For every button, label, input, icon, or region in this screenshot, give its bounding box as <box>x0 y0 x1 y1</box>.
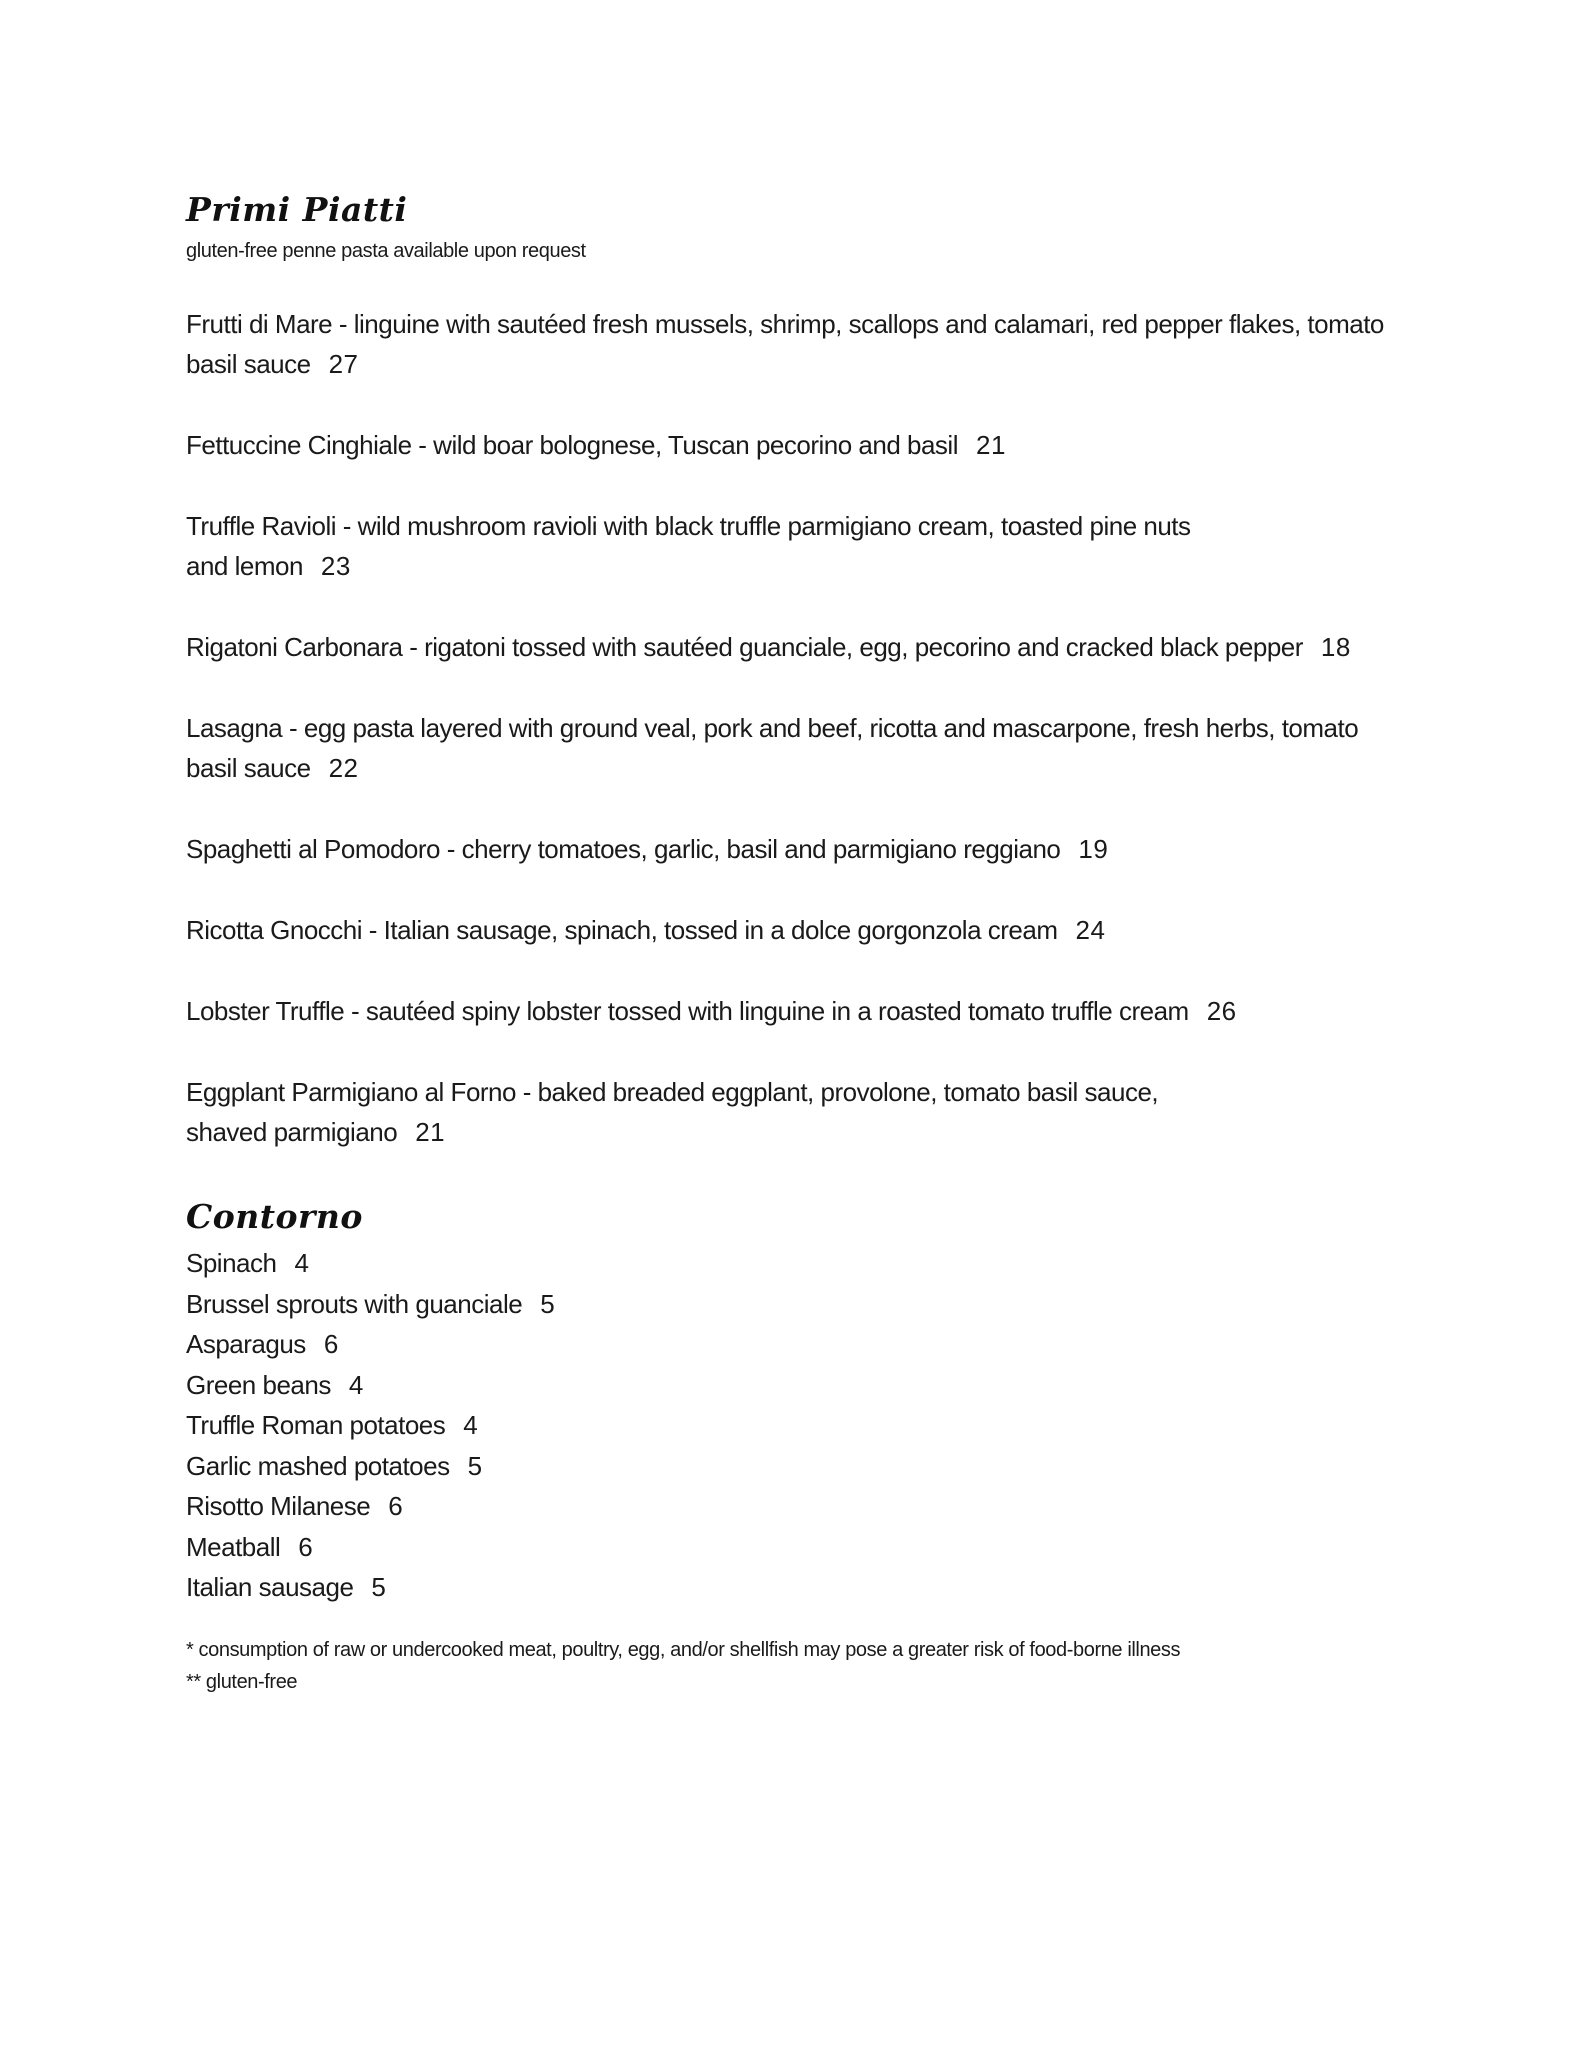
menu-item-price: 24 <box>1075 915 1106 945</box>
side-item-name: Brussel sprouts with guanciale <box>186 1288 523 1319</box>
menu-item-eggplant-parmigiano <box>186 1072 1416 1152</box>
menu-item-description: Lasagna - egg pasta layered with ground veal, pork and beef, ricotta and mascarpone, fresh herbs, tomato <box>186 713 1359 743</box>
side-item-price: 6 <box>388 1491 404 1521</box>
menu-item-description: Spaghetti al Pomodoro - cherry tomatoes, garlic, basil and parmigiano reggiano <box>186 834 1061 864</box>
menu-item-description: Eggplant Parmigiano al Forno - baked breaded eggplant, provolone, tomato basil sauce, <box>186 1077 1159 1107</box>
side-item-name: Asparagus <box>186 1329 306 1359</box>
menu-page <box>186 186 1416 1698</box>
contorno-list <box>186 1243 1416 1608</box>
menu-item-description-cont: basil sauce <box>186 753 311 783</box>
side-item-price: 4 <box>348 1369 364 1400</box>
menu-item-price: 26 <box>1206 996 1237 1026</box>
side-item-name: Meatball <box>186 1531 281 1562</box>
side-item-asparagus <box>186 1324 1416 1365</box>
side-item-truffle-roman-potatoes <box>186 1405 1416 1446</box>
menu-item-price: 23 <box>320 551 351 581</box>
primi-piatti-heading: Primi Piatti <box>186 190 408 229</box>
side-item-garlic-mashed-potatoes <box>186 1446 1416 1487</box>
menu-item-spaghetti-pomodoro <box>186 829 1416 869</box>
gluten-free-note: ** gluten-free <box>186 1670 298 1693</box>
side-item-price: 5 <box>371 1572 387 1602</box>
side-item-brussel-sprouts <box>186 1284 1416 1325</box>
menu-item-lasagna <box>186 708 1416 788</box>
side-item-price: 5 <box>467 1450 483 1481</box>
primi-piatti-subtitle: gluten-free penne pasta available upon request <box>186 240 586 262</box>
menu-item-fettuccine-cinghiale <box>186 425 1416 465</box>
menu-item-price: 18 <box>1320 632 1351 662</box>
side-item-name: Green beans <box>186 1369 331 1400</box>
side-item-name: Italian sausage <box>186 1572 354 1602</box>
side-item-risotto-milanese <box>186 1486 1416 1527</box>
menu-item-price: 21 <box>415 1117 446 1147</box>
footnotes <box>186 1634 1416 1698</box>
menu-item-price: 19 <box>1078 834 1109 864</box>
menu-item-description-cont: shaved parmigiano <box>186 1117 398 1147</box>
menu-item-price: 27 <box>328 349 359 379</box>
primi-piatti-list <box>186 304 1416 1152</box>
side-item-name: Truffle Roman potatoes <box>186 1410 446 1440</box>
menu-item-description: Lobster Truffle - sautéed spiny lobster tossed with linguine in a roasted tomato truffle cream <box>186 996 1189 1026</box>
menu-item-description-cont: and lemon <box>186 551 303 581</box>
menu-item-description: Truffle Ravioli - wild mushroom ravioli with black truffle parmigiano cream, toasted pine nuts <box>186 511 1191 541</box>
menu-item-lobster-truffle <box>186 991 1416 1031</box>
side-item-name: Risotto Milanese <box>186 1491 371 1521</box>
side-item-price: 4 <box>463 1410 479 1440</box>
menu-item-price: 22 <box>328 753 359 783</box>
side-item-price: 6 <box>323 1329 339 1359</box>
raw-food-warning: * consumption of raw or undercooked meat, poultry, egg, and/or shellfish may pose a greater risk of food-borne illness <box>186 1638 1181 1661</box>
menu-item-description: Ricotta Gnocchi - Italian sausage, spinach, tossed in a dolce gorgonzola cream <box>186 915 1058 945</box>
menu-item-description: Frutti di Mare - linguine with sautéed fresh mussels, shrimp, scallops and calamari, red pepper flakes, tomato <box>186 309 1384 339</box>
menu-item-truffle-ravioli <box>186 506 1416 586</box>
side-item-meatball <box>186 1527 1416 1568</box>
menu-item-rigatoni-carbonara <box>186 627 1416 667</box>
side-item-name: Spinach <box>186 1248 277 1278</box>
menu-item-description-cont: basil sauce <box>186 349 311 379</box>
side-item-italian-sausage <box>186 1567 1416 1608</box>
side-item-name: Garlic mashed potatoes <box>186 1450 450 1481</box>
contorno-heading: Contorno <box>186 1197 363 1236</box>
side-item-price: 5 <box>540 1288 556 1319</box>
side-item-price: 4 <box>294 1248 310 1278</box>
side-item-price: 6 <box>298 1531 314 1562</box>
side-item-spinach <box>186 1243 1416 1284</box>
menu-item-price: 21 <box>975 430 1006 460</box>
side-item-green-beans <box>186 1365 1416 1406</box>
menu-item-frutti-di-mare <box>186 304 1416 384</box>
menu-item-ricotta-gnocchi <box>186 910 1416 950</box>
menu-item-description: Rigatoni Carbonara - rigatoni tossed with sautéed guanciale, egg, pecorino and cracked black pepper <box>186 632 1303 662</box>
menu-item-description: Fettuccine Cinghiale - wild boar bolognese, Tuscan pecorino and basil <box>186 430 958 460</box>
